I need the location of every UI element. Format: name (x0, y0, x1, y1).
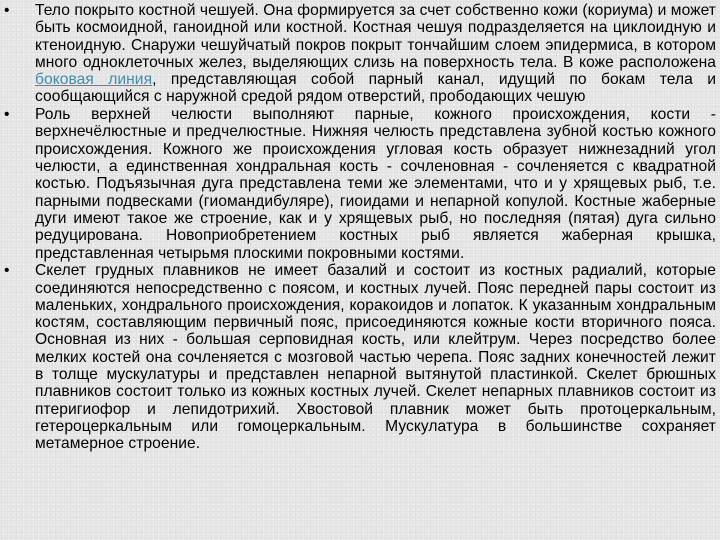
bullet-list (0, 2, 716, 453)
paragraph-text: Скелет грудных плавников не имеет базалий и состоит из костных радиалий, которые соединяются непосредственно с поясом, и костных лучей. Пояс передней пары состоит из маленьких, хондрального происхождения, коракоидов и лопаток. К указанным хондральным костям, составляющим первичный пояс, присоединяются кожные кости вторичного пояса. Основная из них - большая серповидная кость, или клейтрум. Через посредство более мелких костей она сочленяется с мозговой частью черепа. Пояс задних конечностей лежит в толще мускулатуры и представлен непарной вытянутой пластинкой. Скелет брюшных плавников состоит только из кожных костных лучей. Скелет непарных плавников состоит из птеригиофор и лепидотрихий. Хвостовой плавник может быть протоцеркальным, гетероцеркальным или гомоцеркальным. Мускулатура в большинстве сохраняет метамерное строение. (35, 262, 716, 453)
bullet-item-fins (0, 262, 716, 452)
paragraph-text-part: Тело покрыто костной чешуей. Она формируется за счет собственно кожи (кориума) и может быть космоидной, ганоидной или костной. Костная чешуя подразделяется на циклоидную и ктеноидную. Снаружи чешуйчатый покров покрыт тончайшим слоем эпидермиса, в котором много одноклеточных желез, выделяющих слизь на поверхность тела. В коже расположена (35, 2, 716, 71)
bullet-point-icon: • (4, 2, 10, 19)
bullet-point-icon: • (4, 262, 10, 280)
lateral-line-link[interactable]: боковая линия (35, 71, 153, 89)
bullet-point-icon: • (4, 106, 10, 124)
bullet-item-jaws (0, 106, 716, 262)
paragraph-text-part: , представляющая собой парный канал, идущий по бокам тела и сообщающийся с наружной средой рядом отверстий, прободающих чешую (35, 71, 716, 106)
bullet-item-scales (0, 2, 716, 106)
paragraph-text: Роль верхней челюсти выполняют парные, кожного происхождения, кости - верхнечёлюстные и предчелюстные. Нижняя челюсть представлена зубной костью кожного происхождения. Кожного же происхождения угловая кость образует нижнезадний угол челюсти, а единственная хондральная кость - сочленовная - сочленяется с квадратной костью. Подъязычная дуга представлена теми же элементами, что и у хрящевых рыб, т.е. парными подвесками (гиомандибуляре), гиоидами и непарной копулой. Костные жаберные дуги имеют такое же строение, как и у хрящевых рыб, но последняя (пятая) дуга сильно редуцирована. Новоприобретением костных рыб является жаберная крышка, представленная четырьмя плоскими покровными костями. (35, 106, 716, 262)
